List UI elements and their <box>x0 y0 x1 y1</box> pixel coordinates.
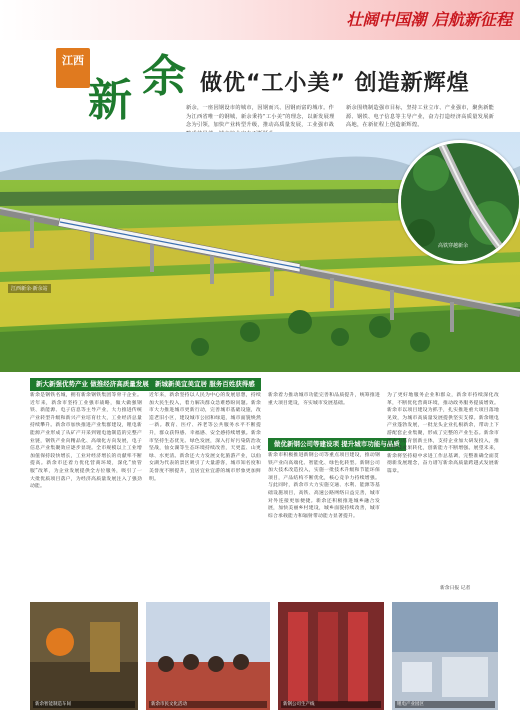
photo-caption-4: 锂电产业园区 <box>395 701 495 709</box>
body-column-3-top: 新余着力推动城市功能完善和品质提升，统筹推进重大项目建设，夯实城市发展基础。 <box>268 393 380 406</box>
photo-factory <box>30 602 138 710</box>
factory-image <box>30 602 138 710</box>
photo-caption-2: 新余市民文化活动 <box>149 701 267 709</box>
hero-caption: 江西新余·新余站 <box>8 284 51 293</box>
body-column-1: 新余是钢铁名城，拥有新余钢铁集团等骨干企业。近年来，新余市坚持工业强市战略，做大做强钢铁、新能源、电子信息等主导产业，大力推进传统产业转型升级和新兴产业培育壮大，工业经济总量持续攀升。新余市加快推进产业集群建设，锂电新能源产业形成了从矿产开采到锂电池制造的完整产业链，钢铁产业向精品化、高端化方向发展，电子信息产业集聚效应逐步显现。全市规模以上工业增加值保持较快增长，工业对经济增长的贡献率不断提高。新余市还着力优化营商环境，深化“放管服”改革，为企业发展提供全方位服务，吸引了一大批优质项目落户，为经济高质量发展注入了强劲动能。 <box>30 393 142 490</box>
production-line-image <box>278 602 384 710</box>
inset-caption: 高铁穿越新余 <box>438 243 469 249</box>
section-title-3: 做优新钢公司等建设项 提升城市功能与品质 <box>268 438 406 451</box>
body-column-3: 新余市积极推进新钢公司等重点项目建设，推动钢铁产业向高端化、智能化、绿色化转型。新钢公司加大技术改造投入，实施一批技术升级和节能环保项目，产品结构不断优化，核心竞争力持续增强。与此同时，新余市大力实施交通、水利、能源等基础设施项目，高铁、高速公路网络日益完善，城市对外连接更加便捷。新余还积极推进城乡融合发展，加快美丽乡村建设，城乡面貌持续改善，城市综合承载能力和辐射带动能力显著提升。 <box>268 453 380 519</box>
industrial-park-image <box>392 602 498 710</box>
crowd-image <box>146 602 270 710</box>
top-banner <box>0 0 520 40</box>
photo-industrial-park <box>392 602 498 710</box>
city-name-char-1: 新 <box>88 75 132 126</box>
banner-slogan: 壮阔中国潮 启航新征程 <box>346 10 512 29</box>
photo-production-line <box>278 602 384 710</box>
body-column-2: 近年来，新余坚持以人民为中心的发展思想，持续加大民生投入，着力解决群众急难愁盼问题。新余市大力推进城市更新行动，完善城市基础设施，改造老旧小区，建设城市公园和绿道，城市面貌焕然一新。教育、医疗、养老等公共服务水平不断提升，群众获得感、幸福感、安全感持续增强。新余市坚持生态优先、绿色发展，深入打好污染防治攻坚战，仙女湖等生态环境持续改善，天更蓝、山更绿、水更清。新余还大力发展文化旅游产业，以仙女湖为代表的景区吸引了大量游客，城市知名度和美誉度不断提升，宜居宜业宜游的城市形象更加鲜明。 <box>149 393 261 482</box>
author-credit: 新余日报 记者 <box>440 586 471 591</box>
photo-caption-1: 新余智能制造车间 <box>33 701 135 709</box>
section-title-2: 新城新美宜美宜居 服务百姓获得感 <box>149 378 261 391</box>
intro-paragraph-b: 新余围绕制造强市目标，坚持工业立市、产业强市，聚焦新能源、钢铁、电子信息等主导产业，奋力打造经济高质量发展新高地，在新征程上创造新辉煌。 <box>346 105 495 128</box>
intro-paragraph-a: 新余，一座因钢设市的城市，因钢而兴、因钢而富的城市。作为江西省唯一的钢城，新余秉持“工小美”的理念，以新发展理念为引领，加快产业转型升级，推动高质量发展，工业强市战 <box>186 105 335 128</box>
region-badge: 江西 <box>56 48 90 88</box>
section-title-1: 新大新强优势产业 做推经济高质量发展 <box>30 378 155 391</box>
photo-crowd <box>146 602 270 710</box>
body-column-4: 为了更好地服务企业和群众，新余市持续深化改革，不断优化营商环境，推动政务服务提质增效。新余市以项目建设为抓手，扎实推进重大项目落地见效，为城市高质量发展提供坚实支撑。新余锂电产业蓬勃发展，一批龙头企业扎根新余，带动上下游配套企业集聚，形成了完整的产业生态。新余市还大力培育创新主体，支持企业加大研发投入，推动科技成果转化，创新能力不断增强。展望未来，新余将坚持稳中求进工作总基调，完整准确全面贯彻新发展理念，奋力谱写新余高质量跨越式发展新篇章。 <box>387 393 499 474</box>
city-name-char-2: 余 <box>142 51 186 102</box>
photo-caption-3: 新钢公司生产线 <box>281 701 381 709</box>
photo-strip <box>0 602 520 716</box>
page-headline: 做优“工小美” 创造新辉煌 <box>200 71 470 96</box>
